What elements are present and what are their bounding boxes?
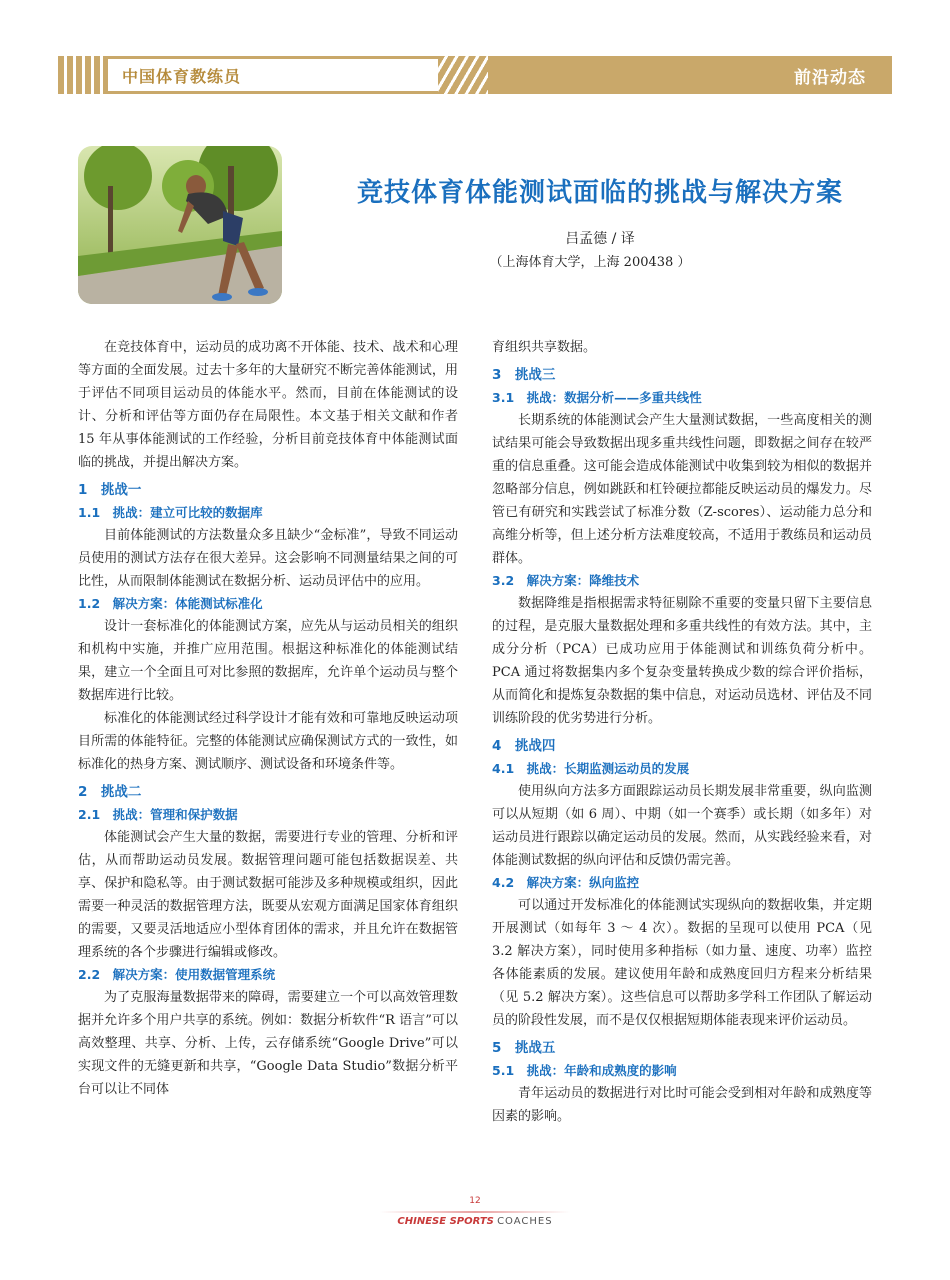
- subsection-heading: 1.1 挑战：建立可比较的数据库: [78, 505, 263, 520]
- footer-brand-a: CHINESE SPORTS: [397, 1216, 494, 1227]
- section-heading: 2 挑战二: [78, 784, 142, 800]
- left-column: [78, 336, 458, 1101]
- article-affiliation: （上海体育大学，上海 200438 ）: [489, 255, 691, 270]
- header-band: [58, 56, 892, 94]
- journal-name: 中国体育教练员: [122, 67, 242, 86]
- intro-paragraph: 在竞技体育中，运动员的成功离不开体能、技术、战术和心理等方面的全面发展。过去十多年的大量研究不断完善体能测试，用于评估不同项目运动员的体能水平。然而，目前在体能测试的设计、分析和评估等方面仍存在局限性。本文基于相关文献和作者 15 年从事体能测试的工作经验，分析目前竞技体育中体能测试面临的挑战，并提出解决方案。: [78, 340, 458, 470]
- paragraph: 可以通过开发标准化的体能测试实现纵向的数据收集，并定期开展测试（如每年 3 ～ 4 次）。数据的呈现可以使用 PCA（见 3.2 解决方案），同时使用多种指标（如力量、速度、功率）监控各体能素质的发展。建议使用年龄和成熟度回归方程来分析结果（见 5.2 解决方案）。这些信息可以帮助多学科工作团队了解运动员的阶段性发展，而不是仅仅根据短期体能表现来评价运动员。: [492, 898, 872, 1028]
- article-title: 竞技体育体能测试面临的挑战与解决方案: [356, 178, 843, 208]
- page-number: 12: [469, 1196, 481, 1206]
- runner-stretching-photo: [78, 146, 282, 304]
- section-heading: 1 挑战一: [78, 482, 142, 498]
- article-author: 吕孟德 / 译: [565, 231, 635, 247]
- paragraph: 数据降维是指根据需求特征剔除不重要的变量只留下主要信息的过程，是克服大量数据处理和多重共线性的有效方法。其中，主成分分析（PCA）已成功应用于体能测试和训练负荷分析中。PCA 通过将数据集内多个复杂变量转换成少数的综合评价指标，从而简化和提炼复杂数据的集中信息，对运动员选材、评估及不同训练阶段的优劣势进行分析。: [492, 596, 872, 726]
- subsection-heading: 1.2 解决方案：体能测试标准化: [78, 596, 263, 611]
- paragraph-continued: 育组织共享数据。: [492, 340, 597, 355]
- header-stripes-mid: [438, 56, 488, 94]
- subsection-heading: 4.2 解决方案：纵向监控: [492, 875, 640, 890]
- subsection-heading: 5.1 挑战：年龄和成熟度的影响: [492, 1063, 677, 1078]
- footer-brand-b: COACHES: [497, 1216, 553, 1227]
- section-heading: 5 挑战五: [492, 1040, 556, 1056]
- paragraph: 长期系统的体能测试会产生大量测试数据，一些高度相关的测试结果可能会导致数据出现多重共线性问题，即数据之间存在较严重的信息重叠。这可能会造成体能测试中收集到较为相似的数据并忽略部分信息，例如跳跃和杠铃硬拉都能反映运动员的爆发力。尽管已有研究和实践尝试了标准分数（Z-scores）、运动能力总分和高维分析等，但上述分析方法难度较高，不适用于教练员和运动员群体。: [492, 413, 872, 566]
- right-column: [492, 336, 872, 1128]
- section-heading: 3 挑战三: [492, 367, 556, 383]
- section-heading: 4 挑战四: [492, 738, 556, 754]
- paragraph: 设计一套标准化的体能测试方案，应先从与运动员相关的组织和机构中实施，并推广应用范围。根据这种标准化的体能测试结果，建立一个全面且可对比参照的数据库，允许单个运动员与整个数据库进行比较。: [78, 619, 458, 703]
- paragraph: 使用纵向方法多方面跟踪运动员长期发展非常重要，纵向监测可以从短期（如 6 周）、中期（如一个赛季）或长期（如多年）对运动员进行跟踪以确定运动员的发展。然而，从实践经验来看，对体能测试数据的纵向评估和反馈仍需完善。: [492, 784, 872, 868]
- header-stripes-left: [58, 56, 108, 94]
- footer-brand: [0, 1216, 950, 1227]
- subsection-heading: 3.2 解决方案：降维技术: [492, 573, 640, 588]
- subsection-heading: 4.1 挑战：长期监测运动员的发展: [492, 761, 690, 776]
- paragraph: 青年运动员的数据进行对比时可能会受到相对年龄和成熟度等因素的影响。: [492, 1086, 872, 1124]
- subsection-heading: 3.1 挑战：数据分析——多重共线性: [492, 390, 702, 405]
- footer-divider: [380, 1211, 570, 1213]
- paragraph: 为了克服海量数据带来的障碍，需要建立一个可以高效管理数据并允许多个用户共享的系统。例如：数据分析软件“R 语言”可以高效整理、共享、分析、上传，云存储系统“Google Drive”可以实现文件的无缝更新和共享，“Google Data Studio”数据分析平台可以让不同体: [78, 990, 458, 1097]
- subsection-heading: 2.2 解决方案：使用数据管理系统: [78, 967, 276, 982]
- paragraph: 目前体能测试的方法数量众多且缺少“金标准”，导致不同运动员使用的测试方法存在很大差异。这会影响不同测量结果之间的可比性，从而限制体能测试在数据分析、运动员评估中的应用。: [78, 528, 458, 589]
- subsection-heading: 2.1 挑战：管理和保护数据: [78, 807, 238, 822]
- section-name: 前沿动态: [794, 68, 866, 88]
- paragraph: 标准化的体能测试经过科学设计才能有效和可靠地反映运动项目所需的体能特征。完整的体能测试应确保测试方式的一致性，如标准化的热身方案、测试顺序、测试设备和环境条件等。: [78, 711, 458, 772]
- paragraph: 体能测试会产生大量的数据，需要进行专业的管理、分析和评估，从而帮助运动员发展。数据管理问题可能包括数据误差、共享、保护和隐私等。由于测试数据可能涉及多种规模或组织，因此需要一种灵活的数据管理方法，既要从宏观方面满足国家体育组织的需要，又要灵活地适应小型体育团体的需求，并且允许在数据管理系统的各个步骤进行编辑或修改。: [78, 830, 458, 960]
